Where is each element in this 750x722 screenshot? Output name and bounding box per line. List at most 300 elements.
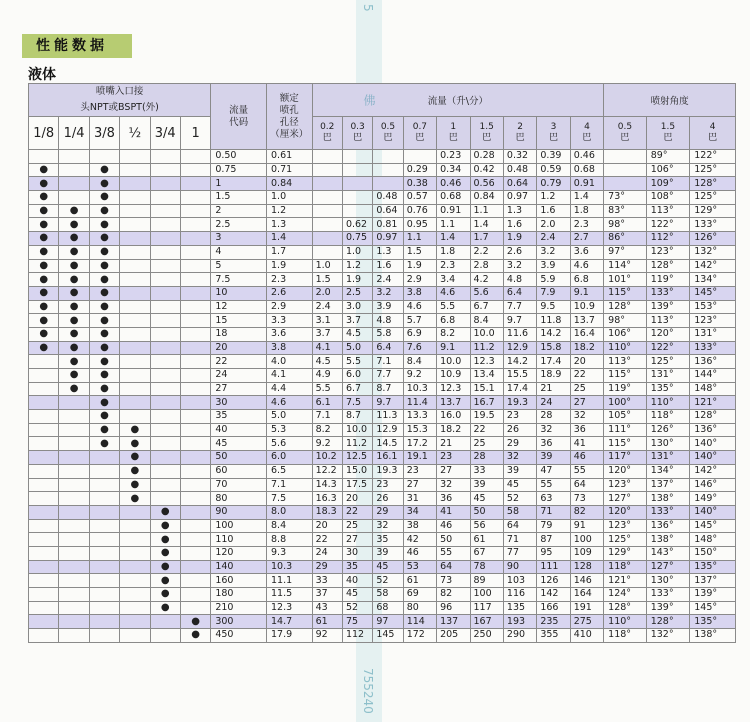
connection-cell <box>29 505 59 519</box>
connection-cell <box>180 286 210 300</box>
connection-cell <box>59 588 89 602</box>
connection-dot-icon: ● <box>89 300 119 314</box>
flow-rate-cell: 0.68 <box>570 163 603 177</box>
flow-rate-cell: 0.34 <box>437 163 470 177</box>
flow-rate-cell: 11.2 <box>342 437 372 451</box>
spray-angle-cell: 125° <box>604 533 647 547</box>
flow-rate-cell <box>312 177 342 191</box>
flow-rate-cell: 6.0 <box>342 369 372 383</box>
connection-cell <box>120 519 150 533</box>
flow-rate-cell: 27 <box>342 533 372 547</box>
connection-dot-icon: ● <box>59 382 89 396</box>
orifice-diameter-cell: 6.5 <box>267 464 313 478</box>
spray-angle-cell <box>604 177 647 191</box>
flow-rate-cell: 28 <box>537 410 570 424</box>
flow-rate-cell: 5.9 <box>537 273 570 287</box>
connection-cell <box>150 355 180 369</box>
flow-rate-cell: 36 <box>537 437 570 451</box>
flow-rate-cell: 47 <box>537 464 570 478</box>
spray-angle-header: 喷射角度 <box>604 84 736 117</box>
connection-dot-icon: ● <box>120 437 150 451</box>
connection-dot-icon: ● <box>89 327 119 341</box>
spray-angle-cell: 111° <box>604 423 647 437</box>
flow-rate-cell: 14.2 <box>503 355 536 369</box>
spray-angle-cell: 133° <box>646 588 690 602</box>
flow-rate-cell: 39 <box>537 451 570 465</box>
table-row <box>29 382 736 396</box>
connection-cell <box>89 588 119 602</box>
flow-rate-cell: 17.4 <box>503 382 536 396</box>
connection-cell <box>29 369 59 383</box>
spray-angle-cell: 134° <box>646 464 690 478</box>
connection-cell <box>180 396 210 410</box>
spray-angle-cell: 73° <box>604 191 647 205</box>
flow-rate-cell: 11.2 <box>470 341 503 355</box>
flow-rate-cell: 13.4 <box>470 369 503 383</box>
connection-dot-icon: ● <box>59 355 89 369</box>
flow-rate-cell: 32 <box>373 519 403 533</box>
flow-rate-cell: 53 <box>403 560 436 574</box>
flow-rate-cell <box>312 245 342 259</box>
connection-cell <box>150 341 180 355</box>
flow-rate-cell: 61 <box>403 574 436 588</box>
connection-cell <box>120 560 150 574</box>
orifice-diameter-cell: 2.3 <box>267 273 313 287</box>
flow-rate-cell: 1.6 <box>537 204 570 218</box>
connection-dot-icon: ● <box>150 546 180 560</box>
spray-angle-cell: 130° <box>646 574 690 588</box>
flow-rate-cell: 112 <box>342 629 372 643</box>
flow-rate-cell: 11.3 <box>373 410 403 424</box>
flow-rate-cell: 135 <box>503 601 536 615</box>
orifice-diameter-cell: 4.6 <box>267 396 313 410</box>
connection-cell <box>180 327 210 341</box>
spray-angle-cell: 128° <box>690 410 736 424</box>
spray-angle-cell: 133° <box>646 505 690 519</box>
spray-angle-cell: 137° <box>690 574 736 588</box>
connection-cell <box>120 327 150 341</box>
angle-pressure-header: 1.5 巴 <box>646 117 690 150</box>
angle-pressure-header: 4 巴 <box>690 117 736 150</box>
flow-rate-cell: 71 <box>537 505 570 519</box>
connection-dot-icon: ● <box>120 464 150 478</box>
flow-rate-cell: 205 <box>437 629 470 643</box>
connection-dot-icon: ● <box>29 314 59 328</box>
spray-angle-cell: 136° <box>690 423 736 437</box>
flow-rate-cell: 4.6 <box>570 259 603 273</box>
flow-rate-cell: 1.2 <box>537 191 570 205</box>
flow-rate-cell: 90 <box>503 560 536 574</box>
spray-angle-cell: 115° <box>604 437 647 451</box>
flow-pressure-header: 0.7 巴 <box>403 117 436 150</box>
flow-rate-cell: 2.4 <box>373 273 403 287</box>
flow-rate-cell: 22 <box>570 369 603 383</box>
flow-rate-cell: 67 <box>470 546 503 560</box>
flow-rate-cell: 18.2 <box>570 341 603 355</box>
spray-angle-cell: 108° <box>646 191 690 205</box>
flow-code-cell: 3 <box>211 232 267 246</box>
connection-cell <box>59 437 89 451</box>
spray-angle-cell: 113° <box>646 314 690 328</box>
flow-rate-cell: 91 <box>570 519 603 533</box>
connection-cell <box>120 314 150 328</box>
connection-cell <box>180 560 210 574</box>
flow-rate-cell: 19.5 <box>470 410 503 424</box>
connection-cell <box>89 615 119 629</box>
flow-rate-cell: 18.3 <box>312 505 342 519</box>
flow-rate-cell: 32 <box>503 451 536 465</box>
connection-cell <box>59 615 89 629</box>
flow-rate-cell: 1.4 <box>437 232 470 246</box>
flow-rate-cell: 0.97 <box>373 232 403 246</box>
spray-angle-cell: 139° <box>646 300 690 314</box>
connection-cell <box>120 150 150 164</box>
flow-rate-cell: 2.4 <box>537 232 570 246</box>
connection-cell <box>29 437 59 451</box>
flow-rate-cell: 3.7 <box>342 314 372 328</box>
connection-dot-icon: ● <box>59 232 89 246</box>
flow-rate-cell: 142 <box>537 588 570 602</box>
flow-code-cell: 300 <box>211 615 267 629</box>
flow-rate-cell: 3.1 <box>312 314 342 328</box>
spray-angle-cell: 122° <box>690 150 736 164</box>
orifice-diameter-header: 额定 喷孔 孔径 （厘米） <box>267 84 313 150</box>
table-row <box>29 314 736 328</box>
connection-cell <box>59 423 89 437</box>
spray-angle-cell: 86° <box>604 232 647 246</box>
flow-rate-cell: 15.8 <box>537 341 570 355</box>
flow-rate-cell: 1.5 <box>312 273 342 287</box>
flow-rate-cell: 8.2 <box>312 423 342 437</box>
orifice-diameter-cell: 1.0 <box>267 191 313 205</box>
flow-rate-cell: 26 <box>373 492 403 506</box>
orifice-diameter-cell: 12.3 <box>267 601 313 615</box>
flow-code-cell: 2 <box>211 204 267 218</box>
flow-rate-cell: 75 <box>342 615 372 629</box>
flow-rate-cell: 10.2 <box>312 451 342 465</box>
flow-rate-cell: 9.1 <box>437 341 470 355</box>
connection-dot-icon: ● <box>150 533 180 547</box>
flow-rate-cell: 0.91 <box>437 204 470 218</box>
connection-dot-icon: ● <box>29 273 59 287</box>
flow-rate-cell: 0.23 <box>437 150 470 164</box>
flow-rate-cell: 4.6 <box>437 286 470 300</box>
connection-dot-icon: ● <box>89 177 119 191</box>
connection-dot-icon: ● <box>29 191 59 205</box>
flow-rate-cell: 3.2 <box>373 286 403 300</box>
connection-cell <box>150 464 180 478</box>
flow-rate-cell: 0.59 <box>537 163 570 177</box>
flow-rate-cell: 20 <box>342 492 372 506</box>
flow-rate-cell: 10.9 <box>437 369 470 383</box>
flow-rate-cell: 45 <box>342 588 372 602</box>
flow-rate-cell: 15.5 <box>503 369 536 383</box>
flow-rate-cell: 45 <box>373 560 403 574</box>
connection-cell <box>120 177 150 191</box>
flow-rate-cell: 41 <box>570 437 603 451</box>
flow-code-cell: 40 <box>211 423 267 437</box>
connection-cell <box>29 560 59 574</box>
connection-cell <box>150 410 180 424</box>
flow-rate-cell: 8.7 <box>373 382 403 396</box>
flow-rate-cell: 14.2 <box>537 327 570 341</box>
flow-rate-cell: 5.6 <box>470 286 503 300</box>
connection-dot-icon: ● <box>59 245 89 259</box>
connection-cell <box>120 410 150 424</box>
connection-cell <box>180 273 210 287</box>
flow-rate-cell: 9.7 <box>373 396 403 410</box>
flow-rate-cell: 97 <box>373 615 403 629</box>
performance-table <box>28 83 736 643</box>
table-row <box>29 464 736 478</box>
table-row <box>29 519 736 533</box>
flow-rate-cell: 58 <box>373 588 403 602</box>
flow-rate-cell: 2.7 <box>570 232 603 246</box>
orifice-diameter-cell: 1.9 <box>267 259 313 273</box>
connection-cell <box>29 150 59 164</box>
flow-rate-cell: 0.68 <box>437 191 470 205</box>
flow-rate-cell: 1.4 <box>570 191 603 205</box>
connection-cell <box>180 191 210 205</box>
flow-code-cell: 4 <box>211 245 267 259</box>
orifice-diameter-cell: 14.7 <box>267 615 313 629</box>
connection-cell <box>89 478 119 492</box>
table-row <box>29 423 736 437</box>
flow-rate-cell: 109 <box>570 546 603 560</box>
flow-rate-cell: 1.1 <box>403 232 436 246</box>
spray-angle-cell: 119° <box>604 382 647 396</box>
flow-rate-cell: 3.2 <box>503 259 536 273</box>
flow-rate-cell: 45 <box>470 492 503 506</box>
connection-cell <box>150 382 180 396</box>
flow-rate-cell: 0.42 <box>470 163 503 177</box>
spray-angle-cell: 115° <box>604 286 647 300</box>
spray-angle-cell: 125° <box>646 355 690 369</box>
connection-dot-icon: ● <box>59 286 89 300</box>
flow-code-cell: 45 <box>211 437 267 451</box>
spray-angle-cell: 121° <box>690 396 736 410</box>
flow-rate-cell: 2.0 <box>537 218 570 232</box>
connection-size-header: 3/4 <box>150 117 180 150</box>
connection-cell <box>29 464 59 478</box>
flow-rate-cell: 64 <box>503 519 536 533</box>
connection-cell <box>89 492 119 506</box>
flow-rate-cell: 13.7 <box>570 314 603 328</box>
connection-cell <box>29 355 59 369</box>
flow-rate-cell: 73 <box>570 492 603 506</box>
table-row <box>29 259 736 273</box>
flow-rate-header: 流量（升\分） <box>312 84 604 117</box>
flow-rate-cell: 12.9 <box>373 423 403 437</box>
spray-angle-cell: 98° <box>604 218 647 232</box>
flow-rate-cell: 69 <box>403 588 436 602</box>
flow-rate-cell: 10.0 <box>342 423 372 437</box>
flow-rate-cell: 7.1 <box>373 355 403 369</box>
flow-rate-cell: 9.7 <box>503 314 536 328</box>
flow-rate-cell: 3.9 <box>373 300 403 314</box>
flow-code-cell: 160 <box>211 574 267 588</box>
table-row <box>29 601 736 615</box>
flow-rate-cell: 15.0 <box>342 464 372 478</box>
connection-cell <box>59 519 89 533</box>
flow-code-cell: 1 <box>211 177 267 191</box>
flow-rate-cell: 24 <box>312 546 342 560</box>
spray-angle-cell: 109° <box>646 177 690 191</box>
connection-cell <box>150 327 180 341</box>
flow-rate-cell: 4.9 <box>312 369 342 383</box>
connection-dot-icon: ● <box>89 382 119 396</box>
flow-rate-cell: 13.7 <box>437 396 470 410</box>
table-row <box>29 396 736 410</box>
flow-rate-cell: 64 <box>437 560 470 574</box>
connection-cell <box>180 218 210 232</box>
flow-rate-cell: 80 <box>403 601 436 615</box>
spray-angle-cell: 128° <box>690 177 736 191</box>
connection-cell <box>59 163 89 177</box>
connection-cell <box>59 410 89 424</box>
flow-rate-cell: 52 <box>503 492 536 506</box>
connection-cell <box>150 396 180 410</box>
flow-rate-cell: 2.3 <box>437 259 470 273</box>
spray-angle-cell: 132° <box>690 245 736 259</box>
flow-rate-cell: 31 <box>403 492 436 506</box>
flow-rate-cell: 12.3 <box>437 382 470 396</box>
flow-pressure-header: 2 巴 <box>503 117 536 150</box>
flow-rate-cell: 10.3 <box>403 382 436 396</box>
spray-angle-cell: 145° <box>690 519 736 533</box>
connection-cell <box>180 410 210 424</box>
flow-rate-cell: 25 <box>470 437 503 451</box>
connection-cell <box>180 437 210 451</box>
spray-angle-cell: 105° <box>604 410 647 424</box>
spray-angle-cell: 140° <box>690 505 736 519</box>
spray-angle-cell: 120° <box>646 327 690 341</box>
flow-rate-cell: 0.64 <box>373 204 403 218</box>
connection-dot-icon: ● <box>29 286 59 300</box>
flow-rate-cell: 4.1 <box>312 341 342 355</box>
connection-dot-icon: ● <box>29 259 59 273</box>
connection-cell <box>89 519 119 533</box>
connection-cell <box>150 451 180 465</box>
connection-dot-icon: ● <box>59 369 89 383</box>
flow-code-cell: 1.5 <box>211 191 267 205</box>
connection-dot-icon: ● <box>89 204 119 218</box>
flow-rate-cell: 10.9 <box>570 300 603 314</box>
flow-rate-cell <box>312 204 342 218</box>
connection-cell <box>120 341 150 355</box>
flow-rate-cell: 0.79 <box>537 177 570 191</box>
table-body <box>29 150 736 643</box>
flow-pressure-header: 1.5 巴 <box>470 117 503 150</box>
flow-rate-cell: 4.6 <box>403 300 436 314</box>
spray-angle-cell: 117° <box>604 451 647 465</box>
flow-rate-cell: 22 <box>312 533 342 547</box>
flow-rate-cell: 5.8 <box>373 327 403 341</box>
connection-cell <box>180 588 210 602</box>
flow-rate-cell: 16.7 <box>470 396 503 410</box>
connection-dot-icon: ● <box>89 437 119 451</box>
flow-rate-cell: 235 <box>537 615 570 629</box>
connection-cell <box>180 150 210 164</box>
connection-cell <box>180 423 210 437</box>
flow-rate-cell: 100 <box>470 588 503 602</box>
flow-rate-cell: 33 <box>470 464 503 478</box>
flow-rate-cell: 193 <box>503 615 536 629</box>
flow-rate-cell: 1.3 <box>373 245 403 259</box>
connection-cell <box>59 177 89 191</box>
connection-dot-icon: ● <box>59 204 89 218</box>
flow-rate-cell: 61 <box>470 533 503 547</box>
spray-angle-cell: 130° <box>646 437 690 451</box>
flow-rate-cell: 23 <box>437 451 470 465</box>
connection-cell <box>120 546 150 560</box>
table-row <box>29 204 736 218</box>
flow-rate-cell: 28 <box>470 451 503 465</box>
connection-cell <box>150 204 180 218</box>
flow-rate-cell: 22 <box>470 423 503 437</box>
connection-size-header: ½ <box>120 117 150 150</box>
flow-rate-cell: 8.2 <box>437 327 470 341</box>
connection-cell <box>150 191 180 205</box>
flow-rate-cell: 20 <box>570 355 603 369</box>
connection-cell <box>29 601 59 615</box>
orifice-diameter-cell: 7.1 <box>267 478 313 492</box>
flow-rate-cell: 6.1 <box>312 396 342 410</box>
flow-rate-cell: 2.3 <box>570 218 603 232</box>
connection-cell <box>59 601 89 615</box>
flow-code-cell: 7.5 <box>211 273 267 287</box>
flow-rate-cell: 12.3 <box>470 355 503 369</box>
flow-rate-cell: 128 <box>570 560 603 574</box>
flow-rate-cell: 4.5 <box>342 327 372 341</box>
connection-cell <box>120 505 150 519</box>
flow-rate-cell: 2.5 <box>342 286 372 300</box>
connection-cell <box>180 314 210 328</box>
spray-angle-cell: 83° <box>604 204 647 218</box>
flow-code-cell: 100 <box>211 519 267 533</box>
spray-angle-cell: 113° <box>604 355 647 369</box>
table-row <box>29 533 736 547</box>
connection-cell <box>120 396 150 410</box>
spray-angle-cell: 145° <box>690 286 736 300</box>
flow-rate-cell: 45 <box>503 478 536 492</box>
flow-rate-cell: 7.1 <box>312 410 342 424</box>
connection-dot-icon: ● <box>29 177 59 191</box>
flow-rate-cell: 56 <box>470 519 503 533</box>
flow-rate-cell: 4.8 <box>503 273 536 287</box>
orifice-diameter-cell: 10.3 <box>267 560 313 574</box>
table-row <box>29 163 736 177</box>
flow-rate-cell: 0.56 <box>470 177 503 191</box>
flow-rate-cell: 4.5 <box>312 355 342 369</box>
table-row <box>29 232 736 246</box>
connection-cell <box>59 451 89 465</box>
flow-rate-cell: 5.0 <box>342 341 372 355</box>
flow-rate-cell <box>373 163 403 177</box>
flow-rate-cell: 9.2 <box>403 369 436 383</box>
flow-rate-cell: 5.5 <box>312 382 342 396</box>
flow-rate-cell: 63 <box>537 492 570 506</box>
flow-code-cell: 30 <box>211 396 267 410</box>
orifice-diameter-cell: 5.6 <box>267 437 313 451</box>
connection-cell <box>150 232 180 246</box>
connection-dot-icon: ● <box>150 505 180 519</box>
connection-cell <box>29 382 59 396</box>
connection-cell <box>59 560 89 574</box>
connection-cell <box>150 423 180 437</box>
connection-cell <box>150 259 180 273</box>
connection-cell <box>180 245 210 259</box>
